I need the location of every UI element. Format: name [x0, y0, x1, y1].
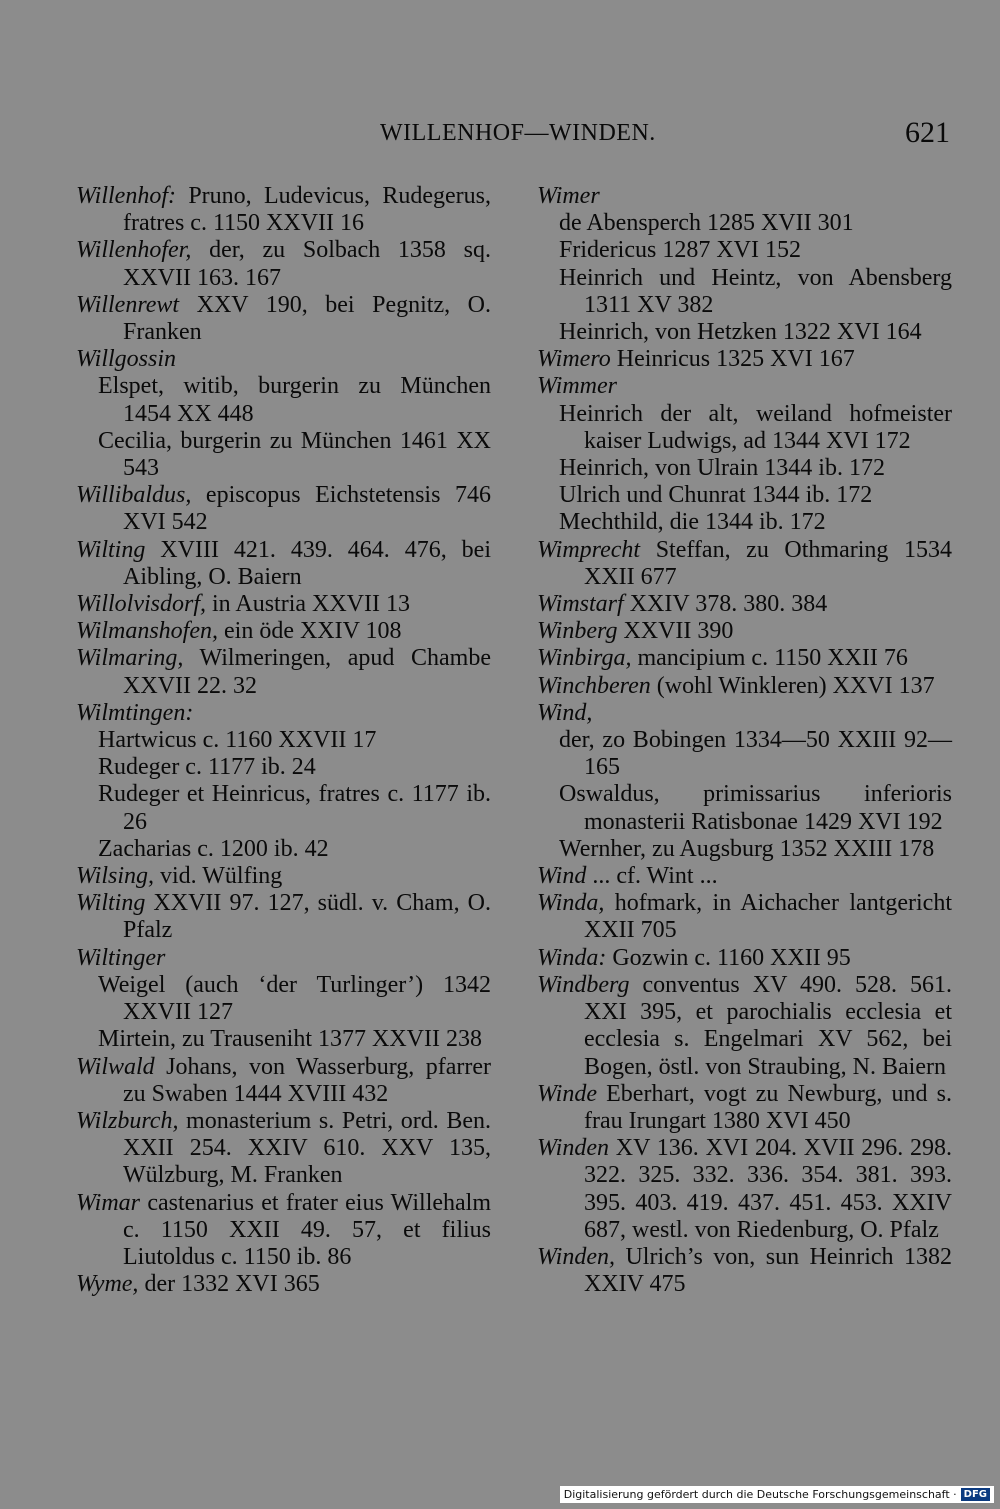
entry-lemma: Wimer [537, 183, 600, 209]
index-entry [76, 482, 491, 536]
index-entry [76, 292, 491, 346]
entry-lemma: Wimero [537, 346, 611, 373]
index-entry [537, 537, 952, 591]
entry-text: Weigel (auch ‘der Turlinger’) 1342 XXVII 127 [98, 971, 491, 1026]
entry-lemma: Wiltinger [76, 944, 166, 971]
index-entry [537, 1081, 952, 1135]
entry-lemma: Willenhofer, [76, 237, 192, 264]
entry-text: Mechthild, die 1344 ib. 172 [559, 509, 826, 536]
index-entry [537, 700, 952, 727]
entry-lemma: Winbirga, [537, 645, 632, 672]
entry-lemma: Winde [537, 1080, 597, 1107]
index-entry [76, 237, 491, 291]
index-entry [537, 591, 952, 618]
entry-text: episcopus Eichstetensis 746 XVI 542 [123, 482, 491, 536]
entry-text: Rudeger et Heinricus, fratres c. 1177 ib. 26 [98, 781, 491, 835]
entry-text: XXVII 97. 127, südl. v. Cham, O. Pfalz [123, 890, 491, 944]
entry-lemma: Wimar [76, 1189, 141, 1216]
entry-text: der, zu Solbach 1358 sq. XXVII 163. 167 [123, 237, 491, 291]
entry-text: XXV 190, bei Pegnitz, O. Franken [123, 291, 491, 346]
entry-text: Elspet, witib, burgerin zu München 1454 XX 448 [98, 373, 491, 427]
entry-text: Pruno, Ludevicus, Rudegerus, fratres c. 1150 XXVII 16 [123, 183, 491, 237]
entry-lemma: Wilting [76, 536, 146, 563]
index-subentry [76, 754, 491, 781]
entry-text: Cecilia, burgerin zu München 1461 XX 543 [98, 427, 491, 482]
entry-text: XV 136. XVI 204. XVII 296. 298. 322. 325. 332. 336. 354. 381. 393. 395. 403. 419. 437. 451. 453. XXIV 687, westl. von Riedenburg, O. Pfalz [584, 1135, 952, 1243]
entry-text: ein öde XXIV 108 [218, 618, 402, 645]
left-column [76, 183, 491, 1298]
entry-lemma: Wind, [537, 699, 593, 726]
entry-text: XVIII 421. 439. 464. 476, bei Aibling, O. Baiern [123, 536, 491, 590]
index-entry [76, 645, 491, 699]
index-entry [76, 618, 491, 645]
entry-text: Mirtein, zu Trauseniht 1377 XXVII 238 [98, 1026, 482, 1053]
entry-lemma: Wimprecht [537, 536, 641, 563]
page-number: 621 [905, 116, 950, 149]
entry-text: Johans, von Wasserburg, pfarrer zu Swaben 1444 XVIII 432 [123, 1053, 491, 1107]
index-entry [537, 373, 952, 400]
entry-text: Oswaldus, primissarius inferioris monasterii Ratisbonae 1429 XVI 192 [559, 781, 952, 835]
entry-lemma: Wilzburch, [76, 1107, 179, 1134]
index-subentry [76, 1026, 491, 1053]
entry-text: XXVII 390 [617, 618, 734, 645]
entry-text: der 1332 XVI 365 [138, 1271, 320, 1298]
index-subentry [76, 727, 491, 754]
entry-lemma: Wimmer [537, 373, 617, 400]
entry-text: hofmark, in Aichacher lantgericht XXII 705 [584, 890, 952, 944]
entry-lemma: Wimstarf [537, 591, 624, 618]
index-entry [76, 591, 491, 618]
entry-lemma: Wilmaring, [76, 645, 184, 672]
index-entry [76, 183, 491, 237]
entry-text: Hartwicus c. 1160 XXVII 17 [98, 727, 377, 754]
entry-text: Steffan, zu Othmaring 1534 XXII 677 [584, 536, 952, 590]
entry-lemma: Willibaldus, [76, 482, 192, 509]
entry-lemma: Willolvisdorf, [76, 591, 207, 618]
index-subentry [537, 401, 952, 455]
index-entry [76, 945, 491, 972]
right-column [537, 183, 952, 1298]
dfg-logo: DFG [961, 1488, 990, 1501]
index-subentry [537, 455, 952, 482]
index-entry [76, 1108, 491, 1190]
index-subentry [537, 727, 952, 781]
entry-text: der, zo Bobingen 1334—50 XXIII 92—165 [559, 727, 952, 781]
index-subentry [537, 482, 952, 509]
entry-text: Wilmeringen, apud Chambe XXVII 22. 32 [123, 645, 491, 699]
index-entry [537, 346, 952, 373]
entry-text: monasterium s. Petri, ord. Ben. XXII 254. XXIV 610. XXV 135, Wülzburg, M. Franken [123, 1107, 491, 1189]
index-subentry [537, 210, 952, 237]
index-entry [537, 673, 952, 700]
index-subentry [537, 509, 952, 536]
entry-lemma: Willenhof: [76, 183, 176, 209]
index-entry [76, 1271, 491, 1298]
index-entry [76, 700, 491, 727]
entry-lemma: Winchberen [537, 672, 651, 699]
entry-lemma: Wilsing, [76, 863, 155, 890]
entry-text: Ulrich’s von, sun Heinrich 1382 XXIV 475 [584, 1243, 952, 1298]
index-subentry [537, 781, 952, 835]
entry-lemma: Winda, [537, 890, 605, 917]
index-subentry [537, 265, 952, 319]
index-subentry [76, 972, 491, 1026]
entry-text: castenarius et frater eius Willehalm c. 1150 XXII 49. 57, et filius Liutoldus c. 1150 ib. 86 [123, 1189, 491, 1270]
index-entry [537, 890, 952, 944]
entry-text: Eberhart, vogt zu Newburg, und s. frau Irungart 1380 XVI 450 [584, 1080, 952, 1134]
entry-lemma: Wind [537, 863, 587, 890]
entry-lemma: Winden [537, 1135, 609, 1162]
entry-text: Heinrich, von Ulrain 1344 ib. 172 [559, 455, 885, 482]
index-entry [76, 1190, 491, 1272]
entry-text: XXIV 378. 380. 384 [623, 591, 828, 618]
entry-text: Heinricus 1325 XVI 167 [610, 346, 855, 373]
index-entry [537, 1135, 952, 1244]
entry-text: Heinrich der alt, weiland hofmeister kaiser Ludwigs, ad 1344 XVI 172 [559, 400, 952, 454]
entry-lemma: Wilting [76, 890, 146, 917]
index-subentry [76, 428, 491, 482]
entry-lemma: Willgossin [76, 346, 177, 373]
entry-lemma: Wilmanshofen, [76, 618, 218, 645]
index-entry [76, 863, 491, 890]
index-entry [537, 645, 952, 672]
index-subentry [76, 781, 491, 835]
index-subentry [537, 836, 952, 863]
entry-text: Ulrich und Chunrat 1344 ib. 172 [559, 482, 873, 509]
entry-text: Zacharias c. 1200 ib. 42 [98, 835, 329, 862]
index-subentry [537, 237, 952, 264]
index-entry [76, 346, 491, 373]
index-entry [537, 945, 952, 972]
entry-lemma: Wyme, [76, 1271, 139, 1298]
entry-text: ... cf. Wint ... [586, 863, 718, 890]
entry-text: Wernher, zu Augsburg 1352 XXIII 178 [559, 835, 935, 862]
entry-text: Fridericus 1287 XVI 152 [559, 237, 801, 264]
entry-text: Heinrich und Heintz, von Abensberg 1311 XV 382 [559, 264, 952, 318]
index-entry [76, 890, 491, 944]
index-subentry [76, 373, 491, 427]
entry-lemma: Wilmtingen: [76, 699, 194, 726]
entry-text: vid. Wülfing [154, 863, 283, 890]
credit-text: Digitalisierung gefördert durch die Deutsche Forschungsgemeinschaft · [563, 1488, 957, 1501]
entry-text: in Austria XXVII 13 [206, 591, 410, 618]
entry-lemma: Winda: [537, 944, 607, 971]
entry-text: (wohl Winkleren) XXVI 137 [650, 672, 935, 699]
index-entry [537, 863, 952, 890]
entry-lemma: Windberg [537, 971, 630, 998]
entry-lemma: Willenrewt [76, 291, 180, 318]
index-entry [537, 618, 952, 645]
index-subentry [76, 836, 491, 863]
entry-lemma: Wilwald [76, 1053, 155, 1080]
entry-text: de Abensperch 1285 XVII 301 [559, 210, 854, 237]
entry-lemma: Winberg [537, 618, 618, 645]
index-entry [537, 972, 952, 1081]
index-entry [537, 183, 952, 210]
entry-text: conventus XV 490. 528. 561. XXI 395, et parochialis ecclesia et ecclesia s. Engelmari XV 562, bei Bogen, östl. von Straubing, N. Baiern [584, 971, 952, 1080]
digitization-credit [560, 1486, 994, 1503]
entry-lemma: Winden, [537, 1243, 615, 1270]
entry-text: Rudeger c. 1177 ib. 24 [98, 754, 316, 781]
index-entry [537, 1244, 952, 1298]
index-entry [76, 537, 491, 591]
running-header-title: WILLENHOF—WINDEN. [380, 120, 656, 146]
entry-text: Heinrich, von Hetzken 1322 XVI 164 [559, 319, 922, 346]
index-entry [76, 1054, 491, 1108]
entry-text: mancipium c. 1150 XXII 76 [631, 645, 908, 672]
index-subentry [537, 319, 952, 346]
entry-text: Gozwin c. 1160 XXII 95 [606, 944, 851, 971]
